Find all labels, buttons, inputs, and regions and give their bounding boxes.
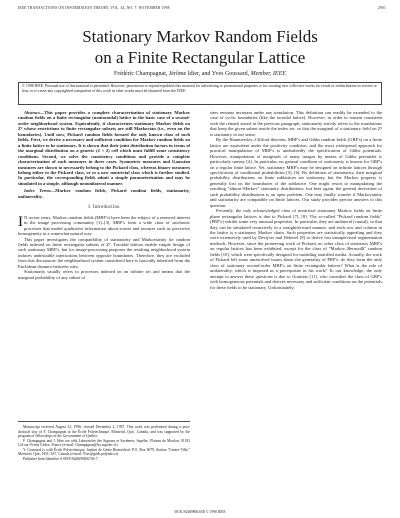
abstract bbox=[18, 110, 190, 186]
left-column bbox=[18, 110, 190, 280]
footnote-publisher-id: Publisher Item Identifier S 0018-9448(98)06746-7. bbox=[23, 456, 99, 461]
title-line-1: Stationary Markov Random Fields bbox=[82, 27, 318, 46]
abstract-label: Abstract— bbox=[24, 110, 45, 115]
intro-paragraph-1-text: N recent years, Markov random fields (MRF's) have been the subject of a renewed interest in the image processing community [1]–[3]. MRF's form a wide class of stochastic processes that model qualitative information about scenes and textures such as piecewise homogeneity in a somewhat natural way. bbox=[18, 214, 190, 237]
abstract-text: This paper provides a complete characterization of stationary Markov random fields on a finite rectangular (nontoroidal) lattice in the basic case of a second-order neighborhood system. Equivalently, it characterizes stationary Markov fields on Z² whose restrictions to finite rectangular subsets are still Markovian (i.e., even on the boundaries). Until now, Pickard random fields formed the only known class of such fields. First, we derive a necessary and sufficient condition for Markov random fields on a finite lattice to be stationary. It is shown that their joint distribution factors in terms of the marginal distribution on a generic (2 × 2) cell which must fulfill some consistency conditions. Second, we solve the consistency conditions and provide a complete characterization of such measures in three cases. Symmetric measures and Gaussian measures are shown to necessarily belong to the Pickard class, whereas binary measures belong either to the Pickard class, or to a new nontrivial class which is further studied. In particular, the corresponding fields admit a simple parameterization and may be simulated in a simple, although nonunilateral manner. bbox=[18, 110, 190, 186]
page-number: 2901 bbox=[378, 6, 386, 10]
right-paragraph-3: Presently, the only acknowledged class of nontrivial stationary Markov fields on finite plane rectangular lattices is due to Pickard [7], [8]. The so-called "Pickard random fields" (PRF's) exhibit some very unusual properties. In particular, they are unilateral (causal), so that they can be simulated recursively in a straightforward manner, and each row and column in the lattice is a stationary Markov chain. Such properties are statistically appealing and they were extensively used by Devijver and Dekesel [9] to derive fast unsupervised segmentation methods. However, since the pioneering work of Pickard, no other class of stationary MRF's on regular lattices has been exhibited, except for the class of "Markov–Bernoulli" random fields [10], which were specifically designed for modeling stratified media. Actually, the work of Pickard left some unresolved issues about the generality of PRF's: do they form the only class of stationary second-order MRF's on finite rectangular lattices? What is the role of unilaterality, which is imposed as a prerequisite in his work? To our knowledge, the only attempt to answer these questions is due to Goutsias [11], who considers the class of GRF's with homogeneous potentials and derives necessary and sufficient conditions on the potentials for these fields to be stationary. Unfortunately, bbox=[210, 208, 382, 290]
footnote-affiliation-1: F. Champagnat and J. Idier are with Laboratoire des Signaux et Systèmes, Supélec, Plateau de Moulon, 91192 Gif-sur-Yvette Cédex, France (e-mail: Champagnat@lss.supelec.fr). bbox=[18, 438, 190, 447]
journal-header: IEEE TRANSACTIONS ON INFORMATION THEORY, VOL. 44, NO. 7, NOVEMBER 1998 bbox=[18, 6, 170, 10]
page-footer: 0018–9448/98$10.00 © 1998 IEEE bbox=[174, 510, 226, 514]
author-membership: Member, IEEE bbox=[250, 71, 286, 77]
author-names: Frédéric Champagnat, Jérôme Idier, and Yves Goussard, bbox=[114, 71, 250, 77]
intro-paragraph-1 bbox=[18, 215, 190, 237]
footnote-manuscript: Manuscript received August 21, 1996; revised December 2, 1997. This work was performed during a post-doctoral stay of F. Champagnat at the École Polytechnique, Montreal, Qué., Canada, and was supported by the program of fellowships of the Government of Quebec. bbox=[18, 425, 190, 438]
intro-paragraph-3: Stationarity usually refers to processes indexed on an infinite set and means that the marginal probability of any subset of bbox=[18, 269, 190, 280]
index-terms-label: Index Terms— bbox=[24, 188, 56, 194]
right-paragraph-2: By the Hammersley–Clifford theorem, MRF's and Gibbs random fields (GRF's) on a finite lattice are equivalent under the positivity condition, and the most widespread approach for practical manipulation of MRF's is undoubtedly the specification of Gibbs potentials. However, manipulation of marginals of many images by means of Gibbs potentials is particularly uneasy [4]. In particular, no general condition of stationarity is known for GRF's on a regular finite lattice. Yet, stationary MRF's may be designed on infinite lattices through specification of conditional probabilities [5], [6]. By definition of stationarity, their marginal probability distributions on finite sublattices are stationary, but the Markov property is generally lost on the boundaries of the sublattice. One might resort to manipulating the resulting "almost-Markov" stationary distributions, but here again, the general derivation of such probability distributions is an open problem. One may finally wonder if Markovianity and stationarity are compatible on finite lattices. Our study provides precise answers to this question. bbox=[210, 137, 382, 208]
drop-cap: I bbox=[18, 213, 23, 230]
section-heading-introduction: I. Introduction bbox=[88, 205, 120, 211]
footnote-affiliation-2: Y. Goussard is with École Polytechnique, Institut de Génie Biomédical, P.O. Box 6079, Station "Centre-Ville," Montréal, Qué., H3C 3A7, Canada (e-mail: Yves@grbb.polymtl.ca). bbox=[18, 447, 190, 456]
title-line-2: on a Finite Rectangular Lattice bbox=[94, 48, 306, 67]
intro-paragraph-2: This paper investigates the compatibility of stationarity and Markovianity for random fields indexed on finite rectangular subsets of Z². Toroidal lattices enable simple design of such stationary MRF's, but for image-processing purposes the resulting neighborhood system induces undesirable interactions between opposite boundaries. Therefore, they are excluded from this discussion: the neighborhood system considered here is basically inherited from the Euclidean distance between sites. bbox=[18, 236, 190, 269]
paper-title bbox=[0, 26, 400, 68]
author-list bbox=[0, 71, 400, 77]
right-paragraph-1: sites remains invariant under any translation. This definition can readily be extended to the case of cyclic boundaries (like the toroidal lattice). However, in order to remain consistent with the remark stated in the previous paragraph, stationarity strictly refers to the translations that keep the given subset inside the index set, so that the marginal of a stationary field on Z² is stationary in our sense. bbox=[210, 110, 382, 137]
right-column bbox=[210, 110, 382, 290]
running-header bbox=[18, 6, 386, 14]
copyright-notice: © 1998 IEEE. Personal use of this material is permitted. However, permission to reprint/republish this material for advertising or promotional purposes or for creating new collective works for resale or redistribution to servers or lists, or to reuse any copyrighted component of this work in other works must be obtained from the IEEE. bbox=[18, 82, 382, 105]
footnotes bbox=[18, 421, 190, 461]
index-terms bbox=[18, 188, 190, 199]
index-terms-text: Markov random fields, Pickard random fields, stationarity, unilaterality. bbox=[18, 188, 190, 199]
